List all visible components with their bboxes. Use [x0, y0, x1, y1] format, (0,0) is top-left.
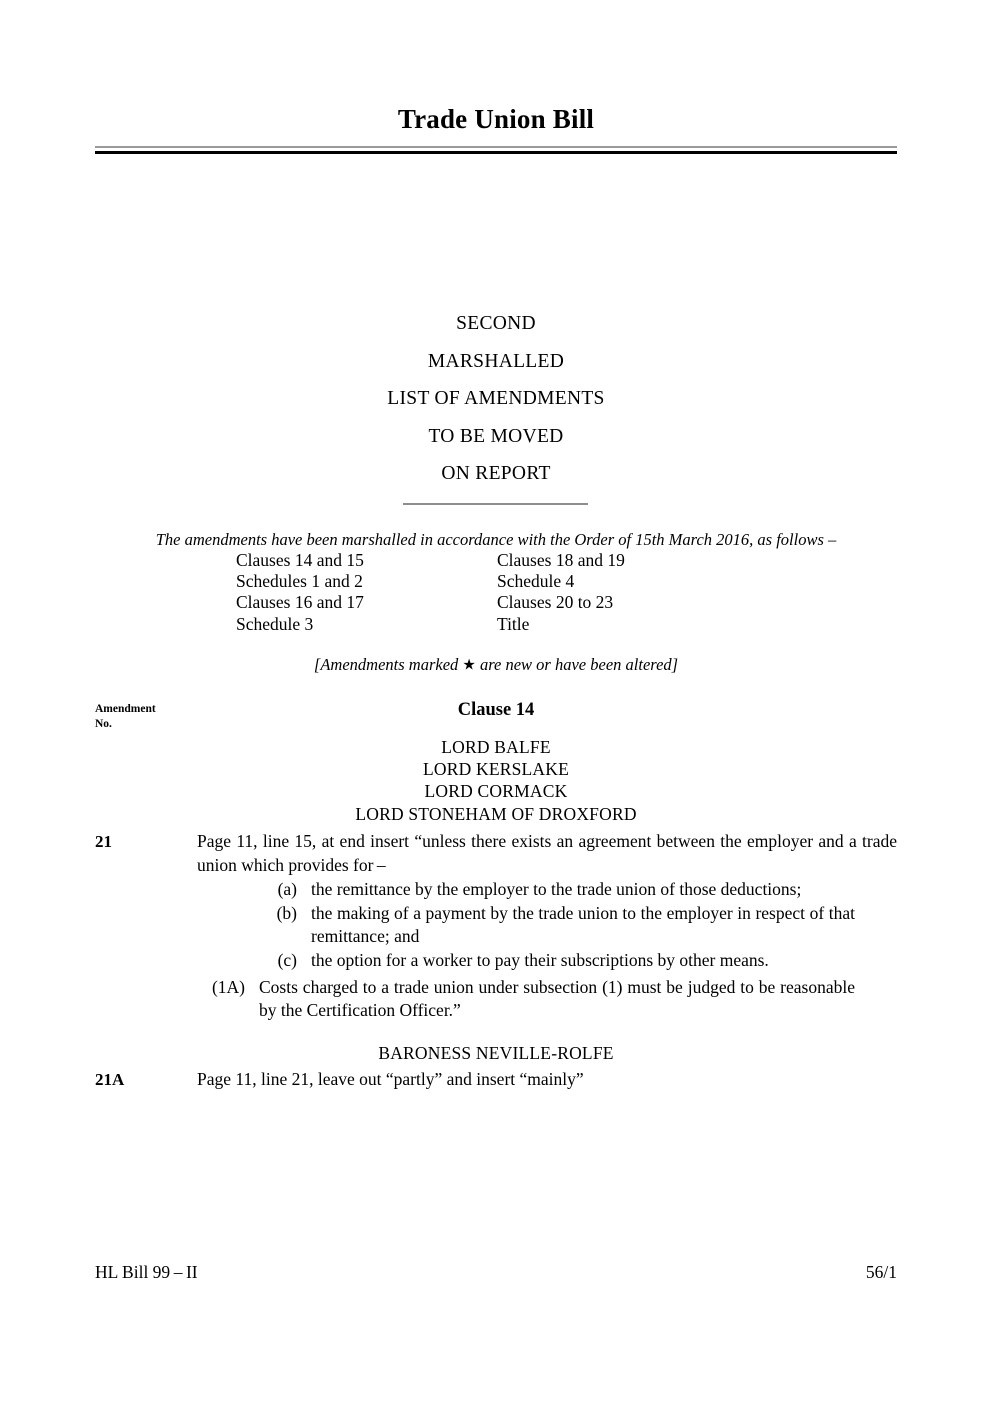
clause-order-row: [236, 592, 756, 613]
marshalling-note: The amendments have been marshalled in accordance with the Order of 15th March 2016, as follows –: [155, 530, 837, 549]
sponsor-name: LORD STONEHAM OF DROXFORD: [355, 803, 637, 824]
subitem-marker: (b): [276, 902, 297, 923]
clause-order-right: Clauses 20 to 23: [497, 592, 614, 613]
title-rule-upper: [95, 146, 897, 148]
clause-order-left: Clauses 16 and 17: [236, 592, 364, 613]
subsection-marker: (1A): [211, 976, 245, 997]
clause-order-right: Schedule 4: [497, 571, 575, 592]
sponsor-name: LORD CORMACK: [424, 781, 568, 802]
clause-order-left: Schedules 1 and 2: [236, 571, 363, 592]
clause-order-row: [236, 550, 756, 571]
clause-order-right: Title: [497, 613, 530, 634]
amendment-number: 21A: [95, 1070, 125, 1089]
star-note-text-after: are new or have been altered: [475, 655, 672, 674]
sponsor-list-primary: [95, 736, 897, 825]
heading-line-3: LIST OF AMENDMENTS: [387, 388, 605, 410]
clause-order-left: Schedule 3: [236, 613, 314, 634]
subsection-text: Costs charged to a trade union under subsection (1) must be judged to be reasonable by the Certification Officer.”: [259, 976, 855, 1021]
heading-line-5: ON REPORT: [441, 463, 551, 485]
heading-line-4: TO BE MOVED: [428, 425, 564, 447]
amendment-entry: [95, 1068, 897, 1092]
clause-order-right: Clauses 18 and 19: [497, 550, 625, 570]
subitem-text: the remittance by the employer to the trade union of those deductions;: [311, 879, 802, 900]
subitem-text: the making of a payment by the trade union to the employer in respect of that remittance; and: [311, 902, 855, 947]
sponsor-list-secondary: [95, 1042, 897, 1064]
sponsor-name: BARONESS NEVILLE-ROLFE: [378, 1043, 614, 1063]
subitem-marker: (a): [277, 879, 297, 900]
amendment-no-label-line1: Amendment: [95, 703, 156, 715]
page-title: Trade Union Bill: [397, 104, 595, 134]
star-note-text-before: Amendments marked: [320, 655, 463, 674]
clause-order-row: [236, 571, 756, 592]
amendment-number: 21: [95, 832, 112, 851]
amendment-subsection: [195, 976, 855, 1023]
amendment-lead-text: Page 11, line 15, at end insert “unless there exists an agreement between the employer and a trade union which provides for –: [197, 831, 897, 875]
heading-stack: [95, 305, 897, 493]
clause-order-row: [236, 614, 756, 635]
clause-heading: Clause 14: [457, 700, 535, 720]
amendment-subitem: [255, 902, 855, 949]
title-rule-lower: [95, 151, 897, 154]
section-divider-rule: [403, 503, 588, 505]
star-note-close-bracket: ]: [671, 655, 679, 674]
amendment-entry: [95, 830, 897, 1023]
subitem-text: the option for a worker to pay their subscriptions by other means.: [311, 949, 769, 970]
amendment-subitem-list: [255, 878, 855, 972]
amendment-subsection-list: [195, 976, 855, 1023]
amendment-subitem: [255, 878, 855, 902]
clause-order-list: [236, 550, 756, 635]
amendment-lead-text: Page 11, line 21, leave out “partly” and insert “mainly”: [197, 1069, 584, 1089]
heading-line-2: MARSHALLED: [427, 350, 565, 372]
footer-page-number: 56/1: [865, 1262, 897, 1282]
subitem-marker: (c): [277, 949, 297, 970]
sponsor-name: LORD KERSLAKE: [422, 759, 569, 780]
amendment-subitem: [255, 949, 855, 973]
star-legend-note: [95, 655, 897, 675]
star-icon: ★: [462, 657, 476, 674]
sponsor-name: LORD BALFE: [441, 737, 551, 757]
heading-line-1: SECOND: [456, 313, 536, 334]
star-note-open-bracket: [: [313, 655, 321, 674]
footer-bill-reference: HL Bill 99 – II: [95, 1262, 198, 1282]
amendment-no-label-line2: No.: [95, 717, 112, 730]
page-footer: [95, 1262, 897, 1283]
clause-order-left: Clauses 14 and 15: [236, 550, 364, 570]
